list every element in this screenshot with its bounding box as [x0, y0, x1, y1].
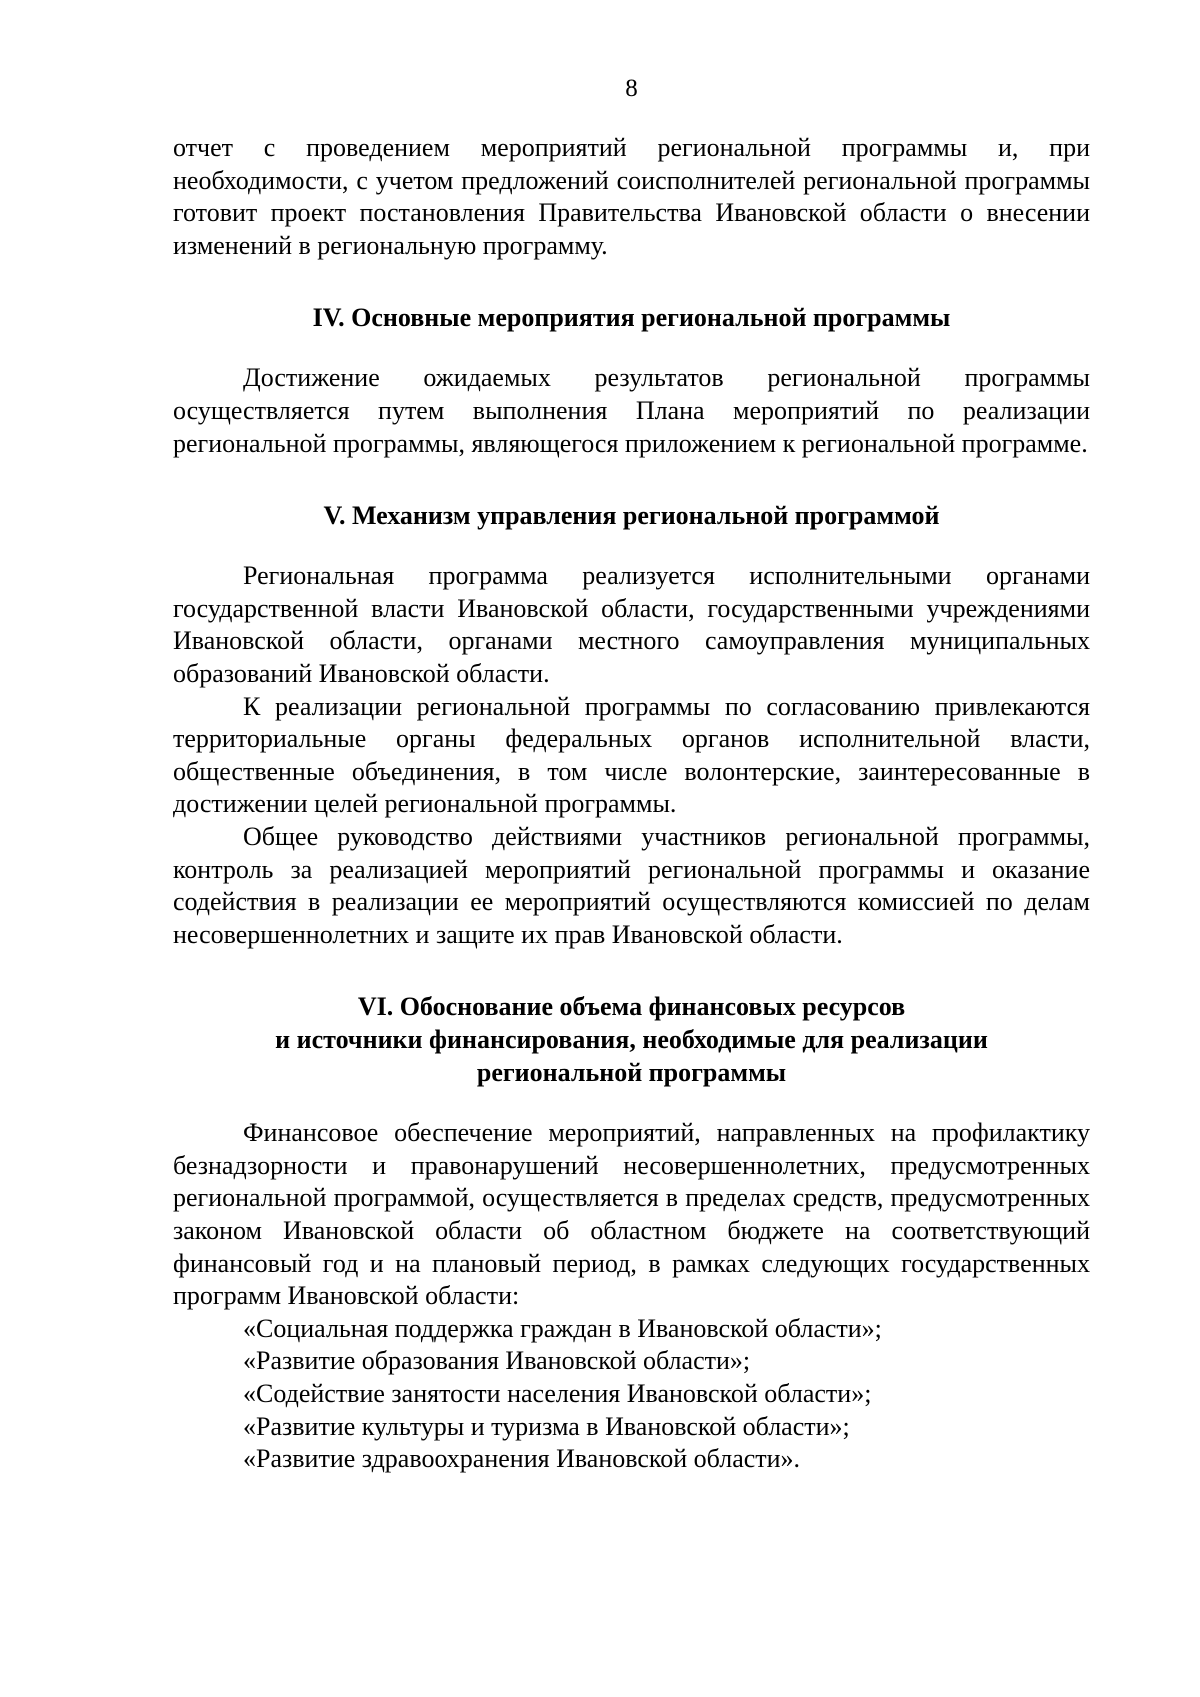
- section-5-paragraph-3: Общее руководство действиями участников региональной программы, контроль за реализацией мероприятий региональной программы и оказание содействия в реализации ее мероприятий осуществляются комиссией по делам несовершеннолетних и защите их прав Ивановской области.: [173, 821, 1090, 949]
- section-4-paragraph: Достижение ожидаемых результатов региональной программы осуществляется путем выполнения Плана мероприятий по реализации региональной программы, являющегося приложением к региональной программе.: [173, 363, 1090, 458]
- section-6-paragraph: Финансовое обеспечение мероприятий, направленных на профилактику безнадзорности и правонарушений несовершеннолетних, предусмотренных региональной программой, осуществляется в пределах средств, предусмотренных законом Ивановской области об областном бюджете на соответствующий финансовый год и на плановый период, в рамках следующих государственных программ Ивановской области:: [173, 1118, 1090, 1311]
- program-list-item-5: «Развитие здравоохранения Ивановской области».: [243, 1444, 801, 1474]
- section-5-title: V. Механизм управления региональной программой: [323, 501, 940, 531]
- section-6-title-line-3: региональной программы: [476, 1058, 787, 1088]
- program-list-item-2: «Развитие образования Ивановской области»;: [243, 1346, 751, 1376]
- section-6-title: [173, 990, 1090, 1089]
- section-5-paragraph-2: К реализации региональной программы по согласованию привлекаются территориальные органы федеральных органов исполнительной власти, общественные объединения, в том числе волонтерские, заинтересованные в достижении целей региональной программы.: [173, 691, 1090, 819]
- page-number: 8: [625, 75, 638, 102]
- section-5-paragraph-1: Региональная программа реализуется исполнительными органами государственной власти Ивановской области, государственными учреждениями Ивановской области, органами местного самоуправления муниципальных образований Ивановской области.: [173, 561, 1090, 688]
- section-6-title-line-1: VI. Обоснование объема финансовых ресурсов: [357, 992, 906, 1022]
- intro-paragraph: отчет с проведением мероприятий региональной программы и, при необходимости, с учетом предложений соисполнителей региональной программы готовит проект постановления Правительства Ивановской области о внесении изменений в региональную программу.: [173, 133, 1090, 260]
- document-page: [173, 0, 1090, 1697]
- program-list-item-4: «Развитие культуры и туризма в Ивановской области»;: [243, 1411, 850, 1441]
- section-6-title-line-2: и источники финансирования, необходимые для реализации: [275, 1025, 988, 1055]
- program-list-item-3: «Содействие занятости населения Ивановской области»;: [243, 1379, 872, 1409]
- document-content: [173, 132, 1090, 1476]
- program-list-item-1: «Социальная поддержка граждан в Ивановской области»;: [243, 1313, 882, 1343]
- section-4-title: IV. Основные мероприятия региональной программы: [312, 303, 951, 333]
